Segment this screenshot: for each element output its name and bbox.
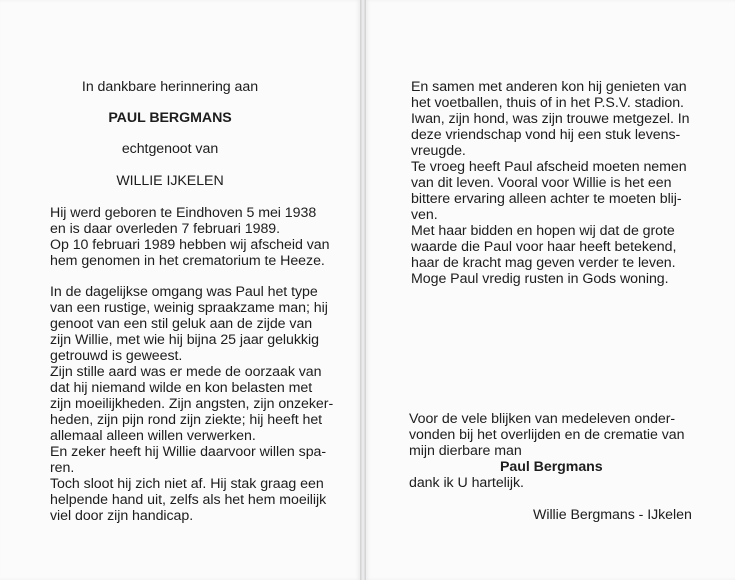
paragraph-line: En zeker heeft hij Willie daarvoor willen spa- (50, 444, 327, 460)
paragraph-line: En samen met anderen kon hij genieten van (411, 79, 687, 95)
paragraph-line: het voetballen, thuis of in het P.S.V. stadion. (411, 95, 684, 111)
paragraph-line: haar de kracht mag geven verder te leven. (411, 255, 676, 271)
left-page (0, 0, 360, 580)
paragraph-line: Moge Paul vredig rusten in Gods woning. (411, 271, 669, 287)
paragraph-line: Zijn stille aard was er mede de oorzaak van (50, 364, 322, 380)
paragraph-line: Met haar bidden en hopen wij dat de grote (411, 223, 675, 239)
paragraph-line: zijn Willie, met wie hij bijna 25 jaar gelukkig (50, 332, 319, 348)
intro-text: In dankbare herinnering aan (81, 79, 259, 95)
thanks-line: vonden bij het overlijden en de crematie van (409, 427, 685, 443)
paragraph-line: heden, zijn pijn rond zijn ziekte; hij heeft het (50, 412, 323, 428)
paragraph-line: waarde die Paul voor haar heeft betekend, (411, 239, 677, 255)
paragraph-line: ren. (50, 460, 75, 476)
paragraph-line: van dit leven. Vooral voor Willie is het een (411, 175, 672, 191)
paragraph-line: bittere ervaring alleen achter te moeten blij- (411, 191, 682, 207)
right-page (366, 0, 735, 580)
paragraph-line: en is daar overleden 7 februari 1989. (50, 221, 281, 237)
paragraph-line: Te vroeg heeft Paul afscheid moeten nemen (411, 159, 687, 175)
paragraph-line: vreugde. (411, 143, 466, 159)
thanks-close: dank ik U hartelijk. (409, 475, 524, 491)
paragraph-line: hem genomen in het crematorium te Heeze. (50, 253, 325, 269)
paragraph-line: viel door zijn handicap. (50, 508, 194, 524)
paragraph-line: ven. (411, 207, 438, 223)
paragraph-line: zijn moeilijkheden. Zijn angsten, zijn onzeker- (50, 396, 334, 412)
signature: Willie Bergmans - IJkelen (533, 507, 692, 523)
paragraph-line: allemaal alleen willen verwerken. (50, 428, 256, 444)
paragraph-line: Iwan, zijn hond, was zijn trouwe metgezel. In (411, 111, 690, 127)
spouse-intro: echtgenoot van (121, 141, 219, 157)
deceased-name: PAUL BERGMANS (108, 110, 232, 126)
thanks-line: mijn dierbare man (409, 443, 522, 459)
paragraph-line: Toch sloot hij zich niet af. Hij stak graag een (50, 476, 324, 492)
paragraph-line: Op 10 februari 1989 hebben wij afscheid van (50, 237, 330, 253)
paragraph-line: dat hij niemand wilde en kon belasten met (50, 380, 313, 396)
paragraph-line: In de dagelijkse omgang was Paul het type (50, 284, 318, 300)
paragraph-line: getrouwd is geweest. (50, 348, 183, 364)
thanks-line: Voor de vele blijken van medeleven onder- (409, 411, 676, 427)
paragraph-line: deze vriendschap vond hij een stuk levens- (411, 127, 681, 143)
paragraph-line: van een rustige, weinig spraakzame man; hij (50, 300, 328, 316)
spouse-name: WILLIE IJKELEN (116, 173, 224, 189)
paragraph-line: genoot van een stil geluk aan de zijde van (50, 316, 313, 332)
paragraph-line: Hij werd geboren te Eindhoven 5 mei 1938 (50, 205, 317, 221)
thanks-name: Paul Bergmans (500, 459, 603, 475)
paragraph-line: helpende hand uit, zelfs als het hem moeilijk (50, 492, 327, 508)
